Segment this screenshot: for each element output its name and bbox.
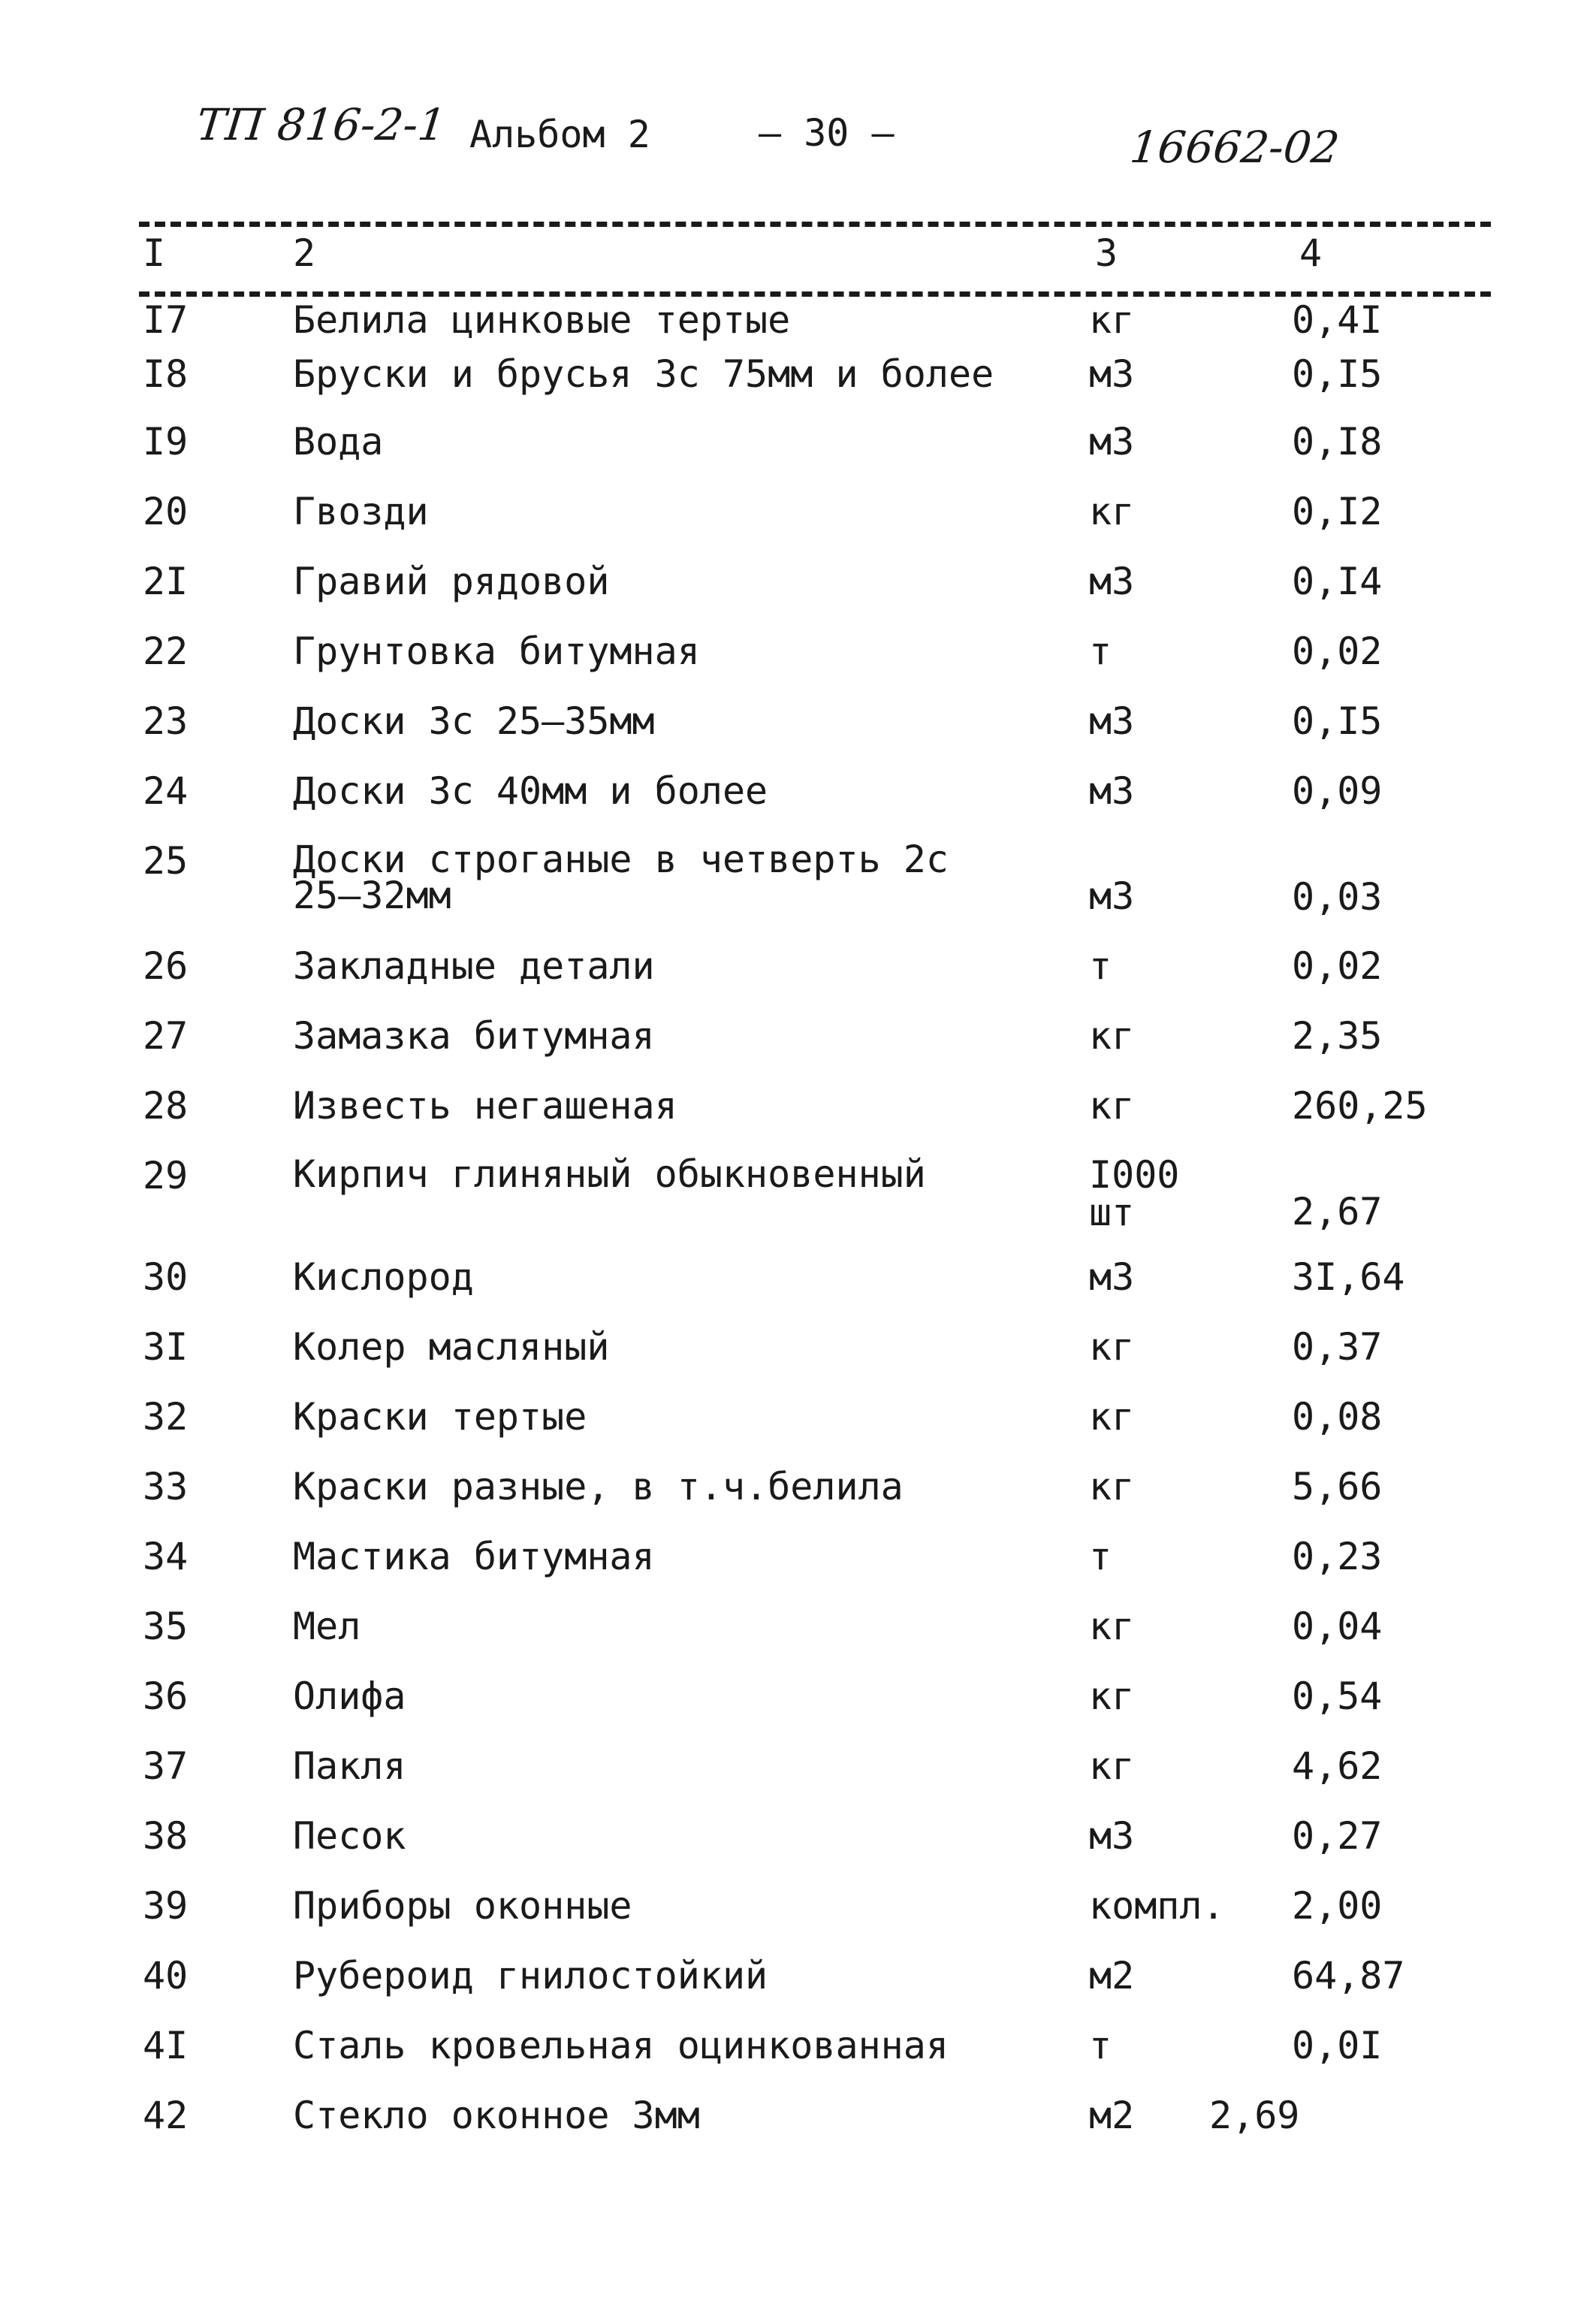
table-row <box>0 1674 1596 1747</box>
quantity: 3I,64 <box>1292 1255 1405 1299</box>
table-row <box>0 2096 1596 2166</box>
table-row <box>0 699 1596 772</box>
material-name: Вода <box>293 420 384 464</box>
table-row <box>0 1537 1596 1607</box>
unit: т <box>1089 1535 1112 1578</box>
inventory-number: 16662-02 <box>1127 122 1342 173</box>
material-name: Известь негашеная <box>293 1084 677 1128</box>
quantity: 0,I4 <box>1292 560 1383 603</box>
table-row <box>0 352 1596 422</box>
row-number: 3I <box>143 1325 189 1369</box>
table-row <box>0 1816 1596 1886</box>
row-number: 26 <box>143 944 189 988</box>
unit: м3 <box>1089 874 1135 918</box>
row-number: 40 <box>143 1954 189 1997</box>
unit: I000 шт <box>1089 1153 1180 1234</box>
material-name: Кислород <box>293 1255 474 1299</box>
table-row <box>0 2026 1596 2096</box>
material-name: Стекло оконное 3мм <box>293 2094 700 2137</box>
material-name: Краски разные, в т.ч.белила <box>293 1465 904 1508</box>
quantity: 0,03 <box>1292 875 1383 919</box>
table-header-rule <box>139 291 1491 297</box>
material-name: Сталь кровельная оцинкованная <box>293 2024 949 2067</box>
table-row <box>0 1327 1596 1397</box>
unit: т <box>1089 2024 1112 2067</box>
quantity: 0,I8 <box>1292 420 1383 464</box>
row-number: 36 <box>143 1674 189 1718</box>
table-row <box>0 1467 1596 1537</box>
unit: кг <box>1089 1674 1135 1718</box>
material-name: Приборы оконные <box>293 1884 632 1928</box>
unit: т <box>1089 630 1112 673</box>
table-row <box>0 562 1596 632</box>
material-name: Бруски и брусья 3с 75мм и более <box>293 352 994 396</box>
quantity: 5,66 <box>1292 1465 1383 1508</box>
material-name: Доски строганые в четверть 2с 25–32мм <box>293 838 949 917</box>
row-number: 22 <box>143 630 189 673</box>
table-row <box>0 1255 1596 1327</box>
quantity: 2,67 <box>1292 1190 1383 1234</box>
material-name: Пакля <box>293 1744 406 1788</box>
quantity: 0,37 <box>1292 1325 1383 1369</box>
material-name: Гвозди <box>293 490 429 533</box>
table-body <box>0 300 1596 2166</box>
material-name: Белила цинковые тертые <box>293 298 791 342</box>
quantity: 4,62 <box>1292 1744 1383 1788</box>
table-row <box>0 1397 1596 1467</box>
quantity: 0,08 <box>1292 1395 1383 1439</box>
table-row <box>0 492 1596 562</box>
quantity: 64,87 <box>1292 1954 1405 1997</box>
album-label: Альбом 2 <box>469 113 650 156</box>
row-number: 4I <box>143 2024 189 2067</box>
row-number: 27 <box>143 1014 189 1058</box>
column-header-3: 3 <box>1095 231 1118 275</box>
row-number: 30 <box>143 1255 189 1299</box>
quantity: 2,35 <box>1292 1014 1383 1058</box>
material-name: Гравий рядовой <box>293 560 610 603</box>
material-name: Кирпич глиняный обыкновенный <box>293 1152 926 1196</box>
unit: кг <box>1089 1395 1135 1439</box>
table-row <box>0 769 1596 841</box>
table-row <box>0 1886 1596 1956</box>
table-row <box>0 838 1596 947</box>
material-name: Краски тертые <box>293 1395 587 1439</box>
unit: кг <box>1089 1014 1135 1058</box>
row-number: I8 <box>143 352 189 396</box>
unit: м2 <box>1089 1954 1135 1997</box>
table-row <box>0 300 1596 355</box>
material-name: Грунтовка битумная <box>293 630 700 673</box>
material-name: Колер масляный <box>293 1325 610 1369</box>
row-number: 42 <box>143 2094 189 2137</box>
unit: кг <box>1089 1465 1135 1508</box>
row-number: I7 <box>143 298 189 342</box>
row-number: 38 <box>143 1814 189 1858</box>
material-name: Песок <box>293 1814 406 1858</box>
table-row <box>0 1956 1596 2026</box>
row-number: 24 <box>143 769 189 813</box>
material-name: Доски 3с 40мм и более <box>293 769 768 813</box>
unit: м3 <box>1089 699 1135 743</box>
quantity: 0,I5 <box>1292 699 1383 743</box>
quantity: 2,69 <box>1209 2094 1300 2137</box>
unit: м2 <box>1089 2094 1135 2137</box>
unit: кг <box>1089 1084 1135 1128</box>
quantity: 0,I5 <box>1292 352 1383 396</box>
quantity: 0,54 <box>1292 1674 1383 1718</box>
material-name: Замазка битумная <box>293 1014 655 1058</box>
unit: т <box>1089 944 1112 988</box>
row-number: 37 <box>143 1744 189 1788</box>
unit: кг <box>1089 490 1135 533</box>
row-number: 35 <box>143 1605 189 1648</box>
row-number: 33 <box>143 1465 189 1508</box>
row-number: I9 <box>143 420 189 464</box>
quantity: 0,09 <box>1292 769 1383 813</box>
quantity: 0,0I <box>1292 2024 1383 2067</box>
column-header-1: I <box>143 231 166 275</box>
material-name: Закладные детали <box>293 944 655 988</box>
row-number: 28 <box>143 1084 189 1128</box>
table-row <box>0 1086 1596 1156</box>
quantity: 260,25 <box>1292 1084 1428 1128</box>
quantity: 0,23 <box>1292 1535 1383 1578</box>
table-row <box>0 422 1596 492</box>
unit: м3 <box>1089 1255 1135 1299</box>
column-header-2: 2 <box>293 231 316 275</box>
doc-code: ТП 816-2-1 <box>194 99 448 150</box>
row-number: 2I <box>143 560 189 603</box>
quantity: 0,27 <box>1292 1814 1383 1858</box>
unit: м3 <box>1089 420 1135 464</box>
table-row <box>0 1607 1596 1677</box>
material-name: Мастика битумная <box>293 1535 655 1578</box>
quantity: 0,4I <box>1292 298 1383 342</box>
quantity: 0,04 <box>1292 1605 1383 1648</box>
row-number: 29 <box>143 1154 189 1197</box>
row-number: 23 <box>143 699 189 743</box>
table-row <box>0 1152 1596 1258</box>
quantity: 2,00 <box>1292 1884 1383 1928</box>
unit: м3 <box>1089 352 1135 396</box>
unit: м3 <box>1089 1814 1135 1858</box>
table-row <box>0 1016 1596 1086</box>
material-name: Мел <box>293 1605 361 1648</box>
quantity: 0,I2 <box>1292 490 1383 533</box>
row-number: 34 <box>143 1535 189 1578</box>
table-row <box>0 1744 1596 1816</box>
material-name: Олифа <box>293 1674 406 1718</box>
unit: м3 <box>1089 769 1135 813</box>
quantity: 0,02 <box>1292 630 1383 673</box>
row-number: 20 <box>143 490 189 533</box>
material-name: Рубероид гнилостойкий <box>293 1954 768 1997</box>
table-top-rule <box>139 222 1491 227</box>
quantity: 0,02 <box>1292 944 1383 988</box>
table-row <box>0 632 1596 702</box>
unit: компл. <box>1089 1884 1225 1928</box>
unit: кг <box>1089 1605 1135 1648</box>
column-header-4: 4 <box>1299 231 1323 275</box>
unit: м3 <box>1089 560 1135 603</box>
row-number: 39 <box>143 1884 189 1928</box>
unit: кг <box>1089 1325 1135 1369</box>
page-number: – 30 – <box>759 111 895 155</box>
row-number: 32 <box>143 1395 189 1439</box>
row-number: 25 <box>143 839 189 883</box>
unit: кг <box>1089 298 1135 342</box>
unit: кг <box>1089 1744 1135 1788</box>
material-name: Доски 3с 25–35мм <box>293 699 655 743</box>
table-row <box>0 944 1596 1016</box>
